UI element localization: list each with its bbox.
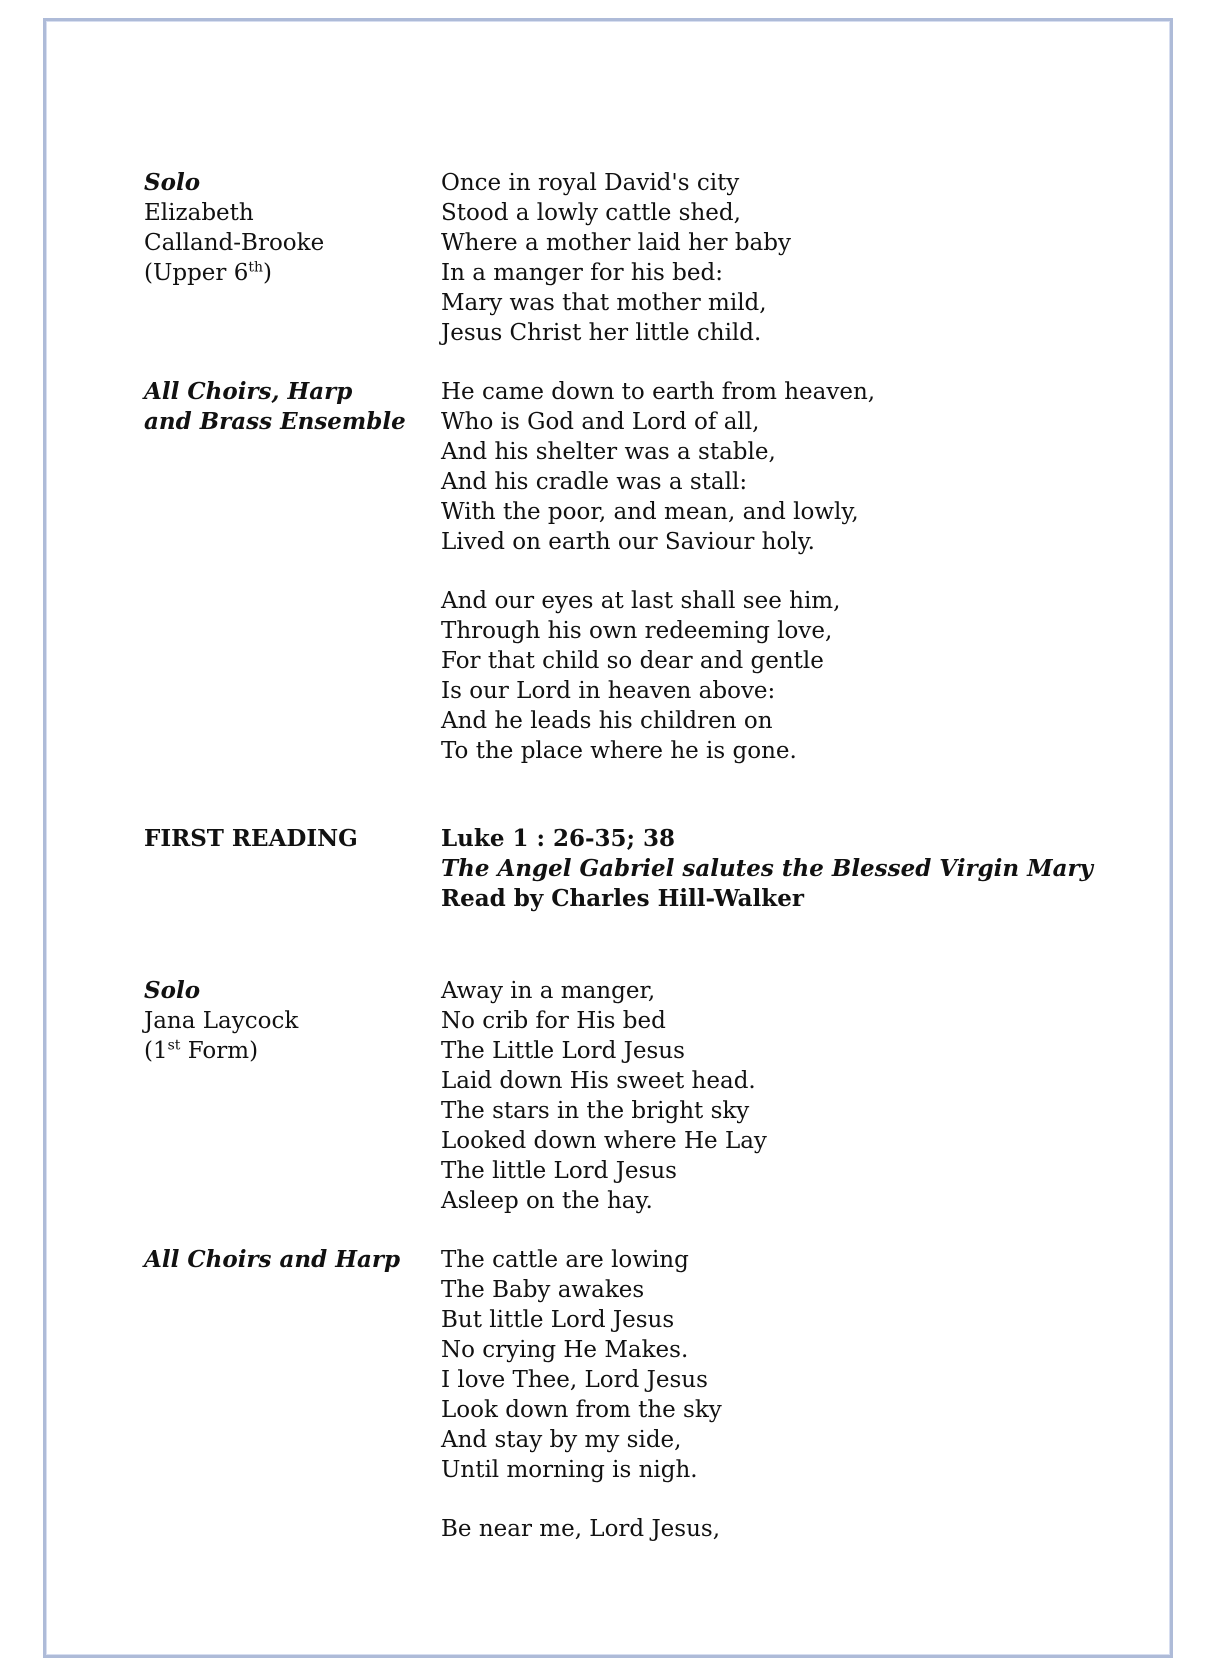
lyric-line: And our eyes at last shall see him, bbox=[441, 588, 841, 614]
lyric-line: Be near me, Lord Jesus, bbox=[441, 1516, 721, 1542]
lyric-line: And stay by my side, bbox=[441, 1427, 682, 1453]
lyric-line: Look down from the sky bbox=[441, 1397, 722, 1423]
performer-block-solo-1 bbox=[144, 168, 414, 288]
lyric-line: And his shelter was a stable, bbox=[441, 439, 776, 465]
lyric-line: Where a mother laid her baby bbox=[441, 230, 791, 256]
lyric-line: The Little Lord Jesus bbox=[441, 1038, 685, 1064]
lyric-line: Mary was that mother mild, bbox=[441, 290, 767, 316]
lyric-line: The stars in the bright sky bbox=[441, 1098, 750, 1124]
performer-label: All Choirs and Harp bbox=[144, 1246, 401, 1273]
performer-name: Calland-Brooke bbox=[144, 230, 325, 256]
lyric-line: Through his own redeeming love, bbox=[441, 618, 833, 644]
reading-label-block bbox=[144, 824, 414, 854]
lyrics-block-6 bbox=[441, 1514, 1101, 1544]
lyric-line: No crib for His bed bbox=[441, 1008, 666, 1034]
lyric-line: Once in royal David's city bbox=[441, 170, 740, 196]
performer-role: Solo bbox=[144, 977, 201, 1004]
reading-label: FIRST READING bbox=[144, 825, 358, 852]
lyric-line: But little Lord Jesus bbox=[441, 1307, 675, 1333]
lyric-line: Away in a manger, bbox=[441, 978, 656, 1004]
performer-label: and Brass Ensemble bbox=[144, 408, 406, 435]
performer-name: Jana Laycock bbox=[144, 1008, 299, 1034]
lyric-line: In a manger for his bed: bbox=[441, 260, 723, 286]
lyrics-block-4 bbox=[441, 976, 1101, 1216]
lyric-line: Stood a lowly cattle shed, bbox=[441, 200, 741, 226]
lyric-line: No crying He Makes. bbox=[441, 1337, 689, 1363]
lyric-line: Jesus Christ her little child. bbox=[441, 320, 762, 346]
lyrics-block-1 bbox=[441, 168, 1101, 348]
reading-details bbox=[441, 824, 1101, 914]
lyric-line: The Baby awakes bbox=[441, 1277, 645, 1303]
lyric-line: And he leads his children on bbox=[441, 708, 773, 734]
lyric-line: Is our Lord in heaven above: bbox=[441, 678, 776, 704]
lyric-line: The little Lord Jesus bbox=[441, 1158, 677, 1184]
performer-class: (1st Form) bbox=[144, 1037, 259, 1064]
lyric-line: With the poor, and mean, and lowly, bbox=[441, 499, 859, 525]
performer-name: Elizabeth bbox=[144, 200, 254, 226]
lyric-line: Asleep on the hay. bbox=[441, 1188, 653, 1214]
lyric-line: Looked down where He Lay bbox=[441, 1128, 767, 1154]
lyrics-block-3 bbox=[441, 586, 1101, 766]
lyric-line: And his cradle was a stall: bbox=[441, 469, 748, 495]
lyric-line: Who is God and Lord of all, bbox=[441, 409, 760, 435]
lyrics-block-5 bbox=[441, 1245, 1101, 1485]
performer-label: All Choirs, Harp bbox=[144, 378, 353, 405]
lyric-line: Laid down His sweet head. bbox=[441, 1068, 756, 1094]
lyric-line: He came down to earth from heaven, bbox=[441, 379, 876, 405]
reading-title: The Angel Gabriel salutes the Blessed Virgin Mary bbox=[441, 855, 1093, 882]
performer-block-choirs-brass bbox=[144, 377, 414, 437]
reading-reference: Luke 1 : 26-35; 38 bbox=[441, 825, 676, 852]
lyric-line: The cattle are lowing bbox=[441, 1247, 689, 1273]
lyric-line: To the place where he is gone. bbox=[441, 738, 797, 764]
performer-block-choirs-harp bbox=[144, 1245, 414, 1275]
lyric-line: Lived on earth our Saviour holy. bbox=[441, 529, 815, 555]
lyrics-block-2 bbox=[441, 377, 1101, 557]
performer-block-solo-2 bbox=[144, 976, 414, 1066]
lyric-line: I love Thee, Lord Jesus bbox=[441, 1367, 708, 1393]
document-page bbox=[43, 18, 1173, 1658]
lyric-line: For that child so dear and gentle bbox=[441, 648, 824, 674]
performer-role: Solo bbox=[144, 169, 201, 196]
reading-reader: Read by Charles Hill-Walker bbox=[441, 885, 804, 912]
performer-class: (Upper 6th) bbox=[144, 259, 272, 286]
lyric-line: Until morning is nigh. bbox=[441, 1457, 698, 1483]
